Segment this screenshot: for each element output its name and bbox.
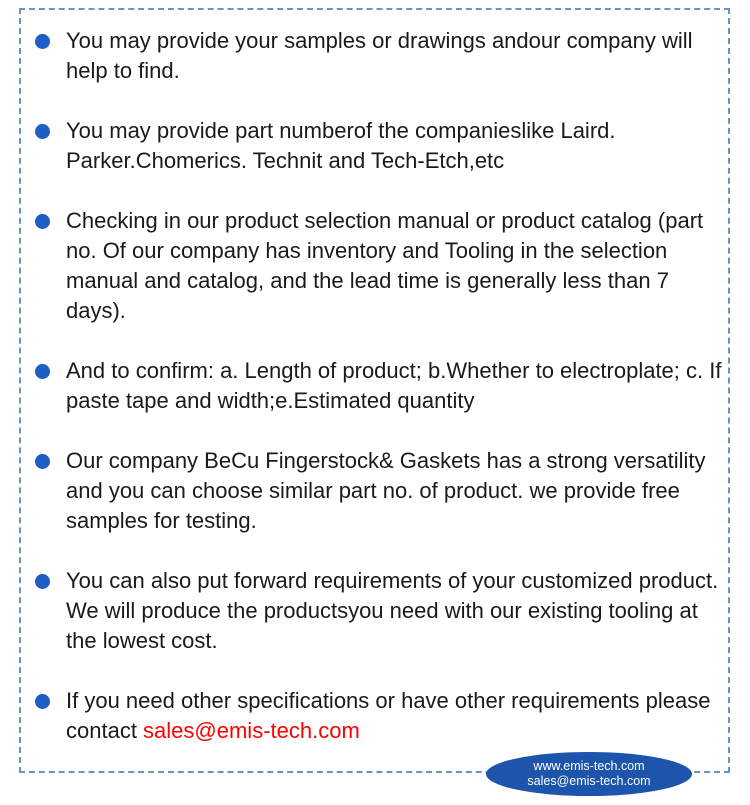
badge-website[interactable]: www.emis-tech.com <box>533 759 645 773</box>
list-item-text: And to confirm: a. Length of product; b.Whether to electroplate; c. If paste tape and width;e.Estimated quantity <box>66 358 722 413</box>
bullet-icon <box>35 124 50 139</box>
list-item <box>33 686 723 746</box>
list-item-text: Checking in our product selection manual or product catalog (part no. Of our company has inventory and Tooling in the selection manual and catalog, and the lead time is generally less than 7 days). <box>66 208 704 323</box>
list-item <box>33 356 723 416</box>
badge-email[interactable]: sales@emis-tech.com <box>527 774 651 788</box>
list-item-text: Our company BeCu Fingerstock& Gaskets has a strong versatility and you can choose similar part no. of product. we provide free samples for testing. <box>66 448 706 533</box>
bullet-icon <box>35 454 50 469</box>
info-list <box>33 26 723 776</box>
bullet-icon <box>35 214 50 229</box>
contact-badge <box>486 752 692 796</box>
list-item <box>33 116 723 176</box>
bullet-icon <box>35 574 50 589</box>
list-item <box>33 446 723 536</box>
bullet-icon <box>35 34 50 49</box>
list-item <box>33 26 723 86</box>
list-item <box>33 206 723 326</box>
list-item-text: You may provide part numberof the companieslike Laird. Parker.Chomerics. Technit and Tech-Etch,etc <box>66 118 616 173</box>
list-item <box>33 566 723 656</box>
bullet-icon <box>35 694 50 709</box>
bullet-icon <box>35 364 50 379</box>
list-item-text: You can also put forward requirements of your customized product. We will produce the productsyou need with our existing tooling at the lowest cost. <box>66 568 719 653</box>
list-item-text: You may provide your samples or drawings andour company will help to find. <box>66 28 693 83</box>
list-item-text: If you need other specifications or have other requirements please contact <box>66 688 711 743</box>
contact-email-link[interactable]: sales@emis-tech.com <box>143 718 360 743</box>
